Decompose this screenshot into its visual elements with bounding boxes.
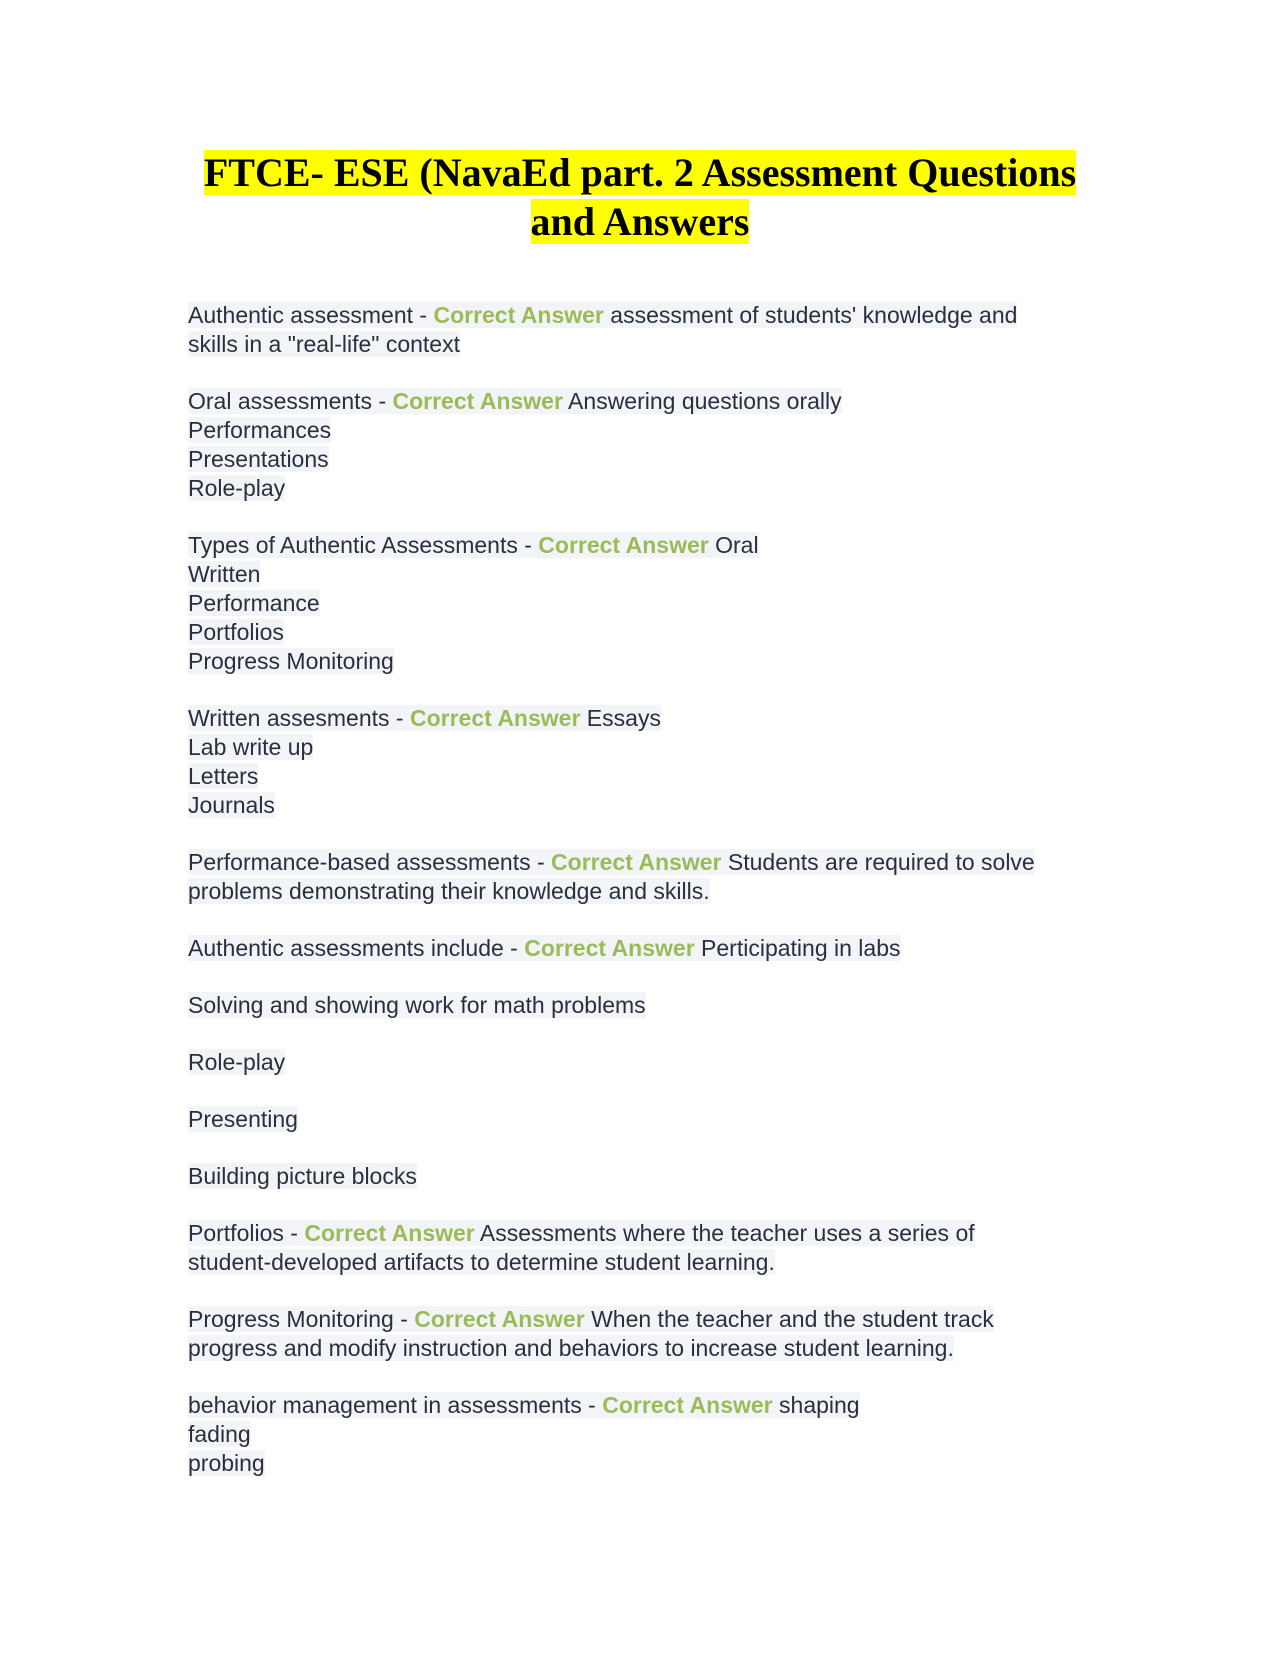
plain-paragraph <box>188 1105 1128 1134</box>
plain-paragraph <box>188 1162 1128 1191</box>
entry-answer: Essays <box>580 705 661 731</box>
qa-entry <box>188 1305 1128 1363</box>
qa-entry <box>188 301 1128 359</box>
entry-line: progress and modify instruction and behaviors to increase student learning. <box>188 1335 954 1361</box>
entry-answer: Assessments where the teacher uses a series of <box>474 1220 975 1246</box>
entry-term: Portfolios - <box>188 1220 305 1246</box>
correct-answer-label: Correct Answer <box>538 532 709 558</box>
entry-line: Presentations <box>188 446 329 472</box>
qa-entry <box>188 1219 1128 1277</box>
entry-line: Role-play <box>188 475 286 501</box>
entry-line: Journals <box>188 792 275 818</box>
entry-line: Letters <box>188 763 259 789</box>
entry-term: Written assesments - <box>188 705 410 731</box>
plain-paragraph <box>188 1048 1128 1077</box>
qa-entry <box>188 704 1128 820</box>
paragraph-text: Role-play <box>188 1049 286 1075</box>
entry-term: Oral assessments - <box>188 388 393 414</box>
qa-entry <box>188 1391 1128 1478</box>
entry-term: behavior management in assessments - <box>188 1392 603 1418</box>
entry-answer: Students are required to solve <box>721 849 1035 875</box>
entry-line: problems demonstrating their knowledge and skills. <box>188 878 710 904</box>
plain-paragraph <box>188 991 1128 1020</box>
correct-answer-label: Correct Answer <box>392 388 563 414</box>
entry-line: probing <box>188 1450 265 1476</box>
paragraph-text: Building picture blocks <box>188 1163 417 1189</box>
entry-line: Performance <box>188 590 320 616</box>
correct-answer-label: Correct Answer <box>414 1306 585 1332</box>
entry-term: Types of Authentic Assessments - <box>188 532 539 558</box>
entry-line: Portfolios <box>188 619 284 645</box>
entry-line: fading <box>188 1421 251 1447</box>
qa-content <box>188 301 1128 1506</box>
entry-answer: When the teacher and the student track <box>584 1306 994 1332</box>
title-line-2: and Answers <box>530 199 750 244</box>
document-title <box>160 148 1120 246</box>
entry-line: Performances <box>188 417 332 443</box>
correct-answer-label: Correct Answer <box>551 849 722 875</box>
entry-line: student-developed artifacts to determine student learning. <box>188 1249 775 1275</box>
entry-answer: Perticipating in labs <box>694 935 901 961</box>
qa-entry <box>188 934 1128 963</box>
entry-answer: Oral <box>708 532 759 558</box>
correct-answer-label: Correct Answer <box>304 1220 475 1246</box>
title-line-1: FTCE- ESE (NavaEd part. 2 Assessment Questions <box>203 150 1077 195</box>
correct-answer-label: Correct Answer <box>602 1392 773 1418</box>
entry-term: Progress Monitoring - <box>188 1306 415 1332</box>
correct-answer-label: Correct Answer <box>433 302 604 328</box>
qa-entry <box>188 848 1128 906</box>
paragraph-text: Solving and showing work for math problems <box>188 992 646 1018</box>
entry-line: Written <box>188 561 261 587</box>
entry-answer: assessment of students' knowledge and <box>603 302 1018 328</box>
paragraph-text: Presenting <box>188 1106 298 1132</box>
entry-term: Performance-based assessments - <box>188 849 552 875</box>
entry-term: Authentic assessment - <box>188 302 434 328</box>
entry-line: Lab write up <box>188 734 314 760</box>
entry-answer: shaping <box>772 1392 860 1418</box>
entry-answer: Answering questions orally <box>562 388 842 414</box>
entry-line: skills in a "real-life" context <box>188 331 460 357</box>
correct-answer-label: Correct Answer <box>524 935 695 961</box>
qa-entry <box>188 387 1128 503</box>
entry-line: Progress Monitoring <box>188 648 394 674</box>
correct-answer-label: Correct Answer <box>409 705 581 731</box>
entry-term: Authentic assessments include - <box>188 935 525 961</box>
qa-entry <box>188 531 1128 676</box>
